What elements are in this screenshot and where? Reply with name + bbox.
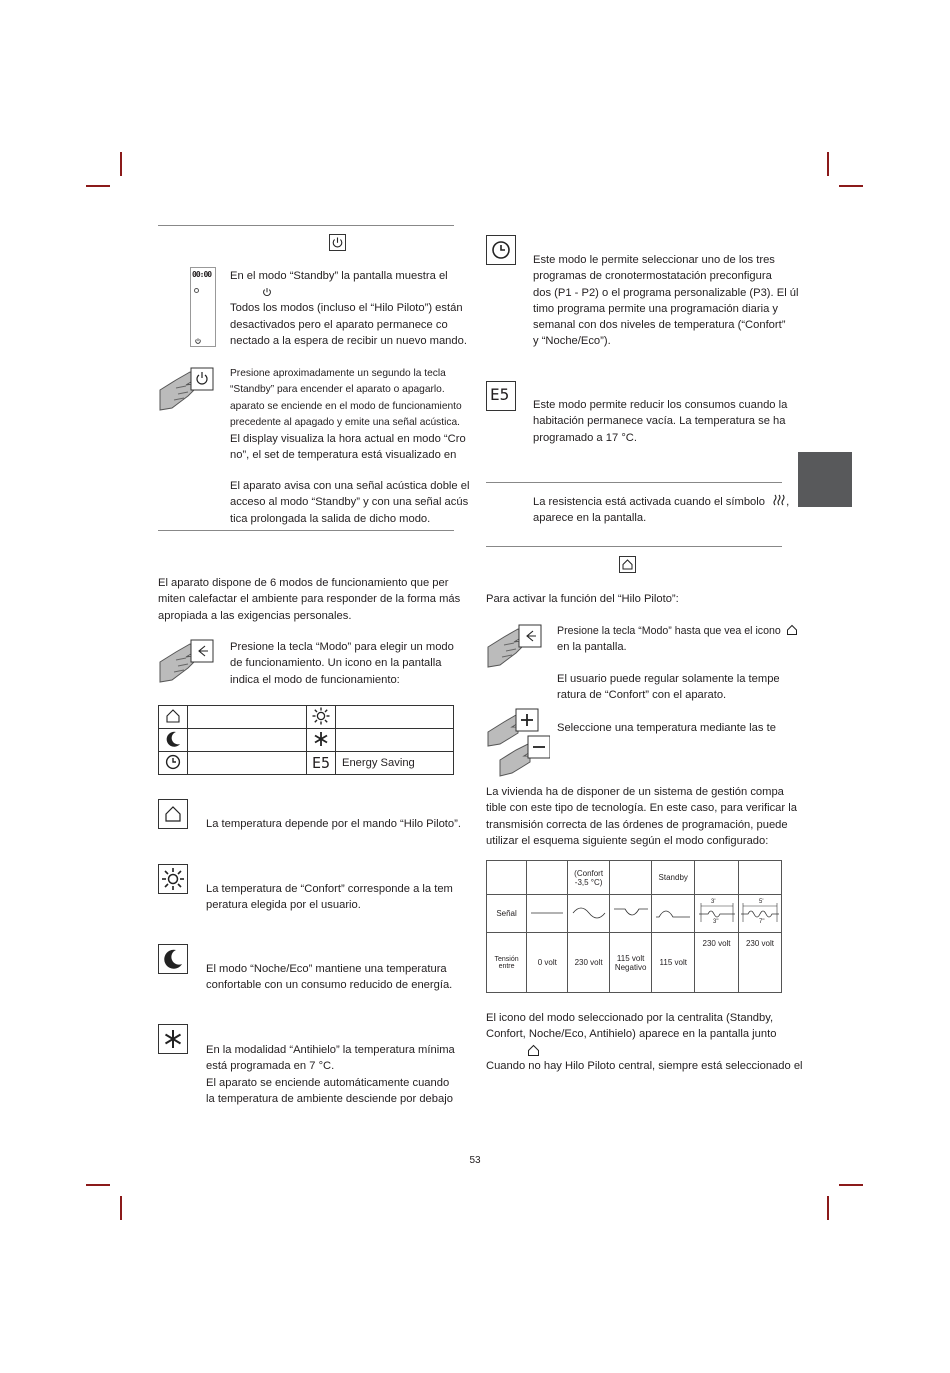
crop-mark (120, 152, 122, 176)
table-row: Tensión entre 0 volt 230 volt 115 volt Negativo 115 volt 230 volt 230 volt (487, 933, 782, 993)
signal-row-label: Señal (487, 895, 527, 933)
hilo-press-description: Presione la tecla “Modo” hasta que vea el icono en la pantalla. (557, 623, 785, 656)
house-icon-box (158, 799, 188, 829)
house-icon (786, 624, 798, 636)
negative-half-wave-icon (613, 905, 649, 921)
clock-icon (487, 236, 515, 264)
hilo-description: La temperatura depende por el mando “Hilo Piloto”. (206, 818, 461, 830)
moon-icon (164, 730, 182, 748)
crop-mark (827, 1196, 829, 1220)
standby-header: Standby (652, 861, 695, 895)
select-temperature-text: Seleccione una temperatura mediante las te (557, 722, 776, 734)
noche-description: El modo “Noche/Eco” mantiene una temperatura confortable con un consumo reducido de energía. (206, 963, 453, 992)
energy-saving-description: Este modo permite reducir los consumos cuando la habitación permanece vacía. La temperatura se ha programado a 17 °C. (533, 399, 788, 444)
rule (158, 225, 454, 226)
table-row (159, 729, 454, 752)
hand-press-plus-minus-icon (486, 708, 550, 778)
crop-mark (86, 1184, 110, 1186)
user-regulate-description: El usuario puede regular solamente la tempe ratura de “Confort” con el aparato. (557, 673, 780, 702)
mode-press-description: Presione la tecla “Modo” para elegir un modo de funcionamiento. Un icono en la pantalla indica el modo de funcionamiento: (230, 641, 454, 686)
flat-signal-icon (530, 906, 564, 920)
clock-icon (165, 754, 181, 770)
snowflake-icon (313, 731, 329, 747)
sun-icon-box (158, 864, 188, 894)
display-readout: 00:00 (192, 270, 212, 279)
display-dot (194, 288, 199, 293)
power-icon (330, 235, 345, 250)
crop-mark (86, 185, 110, 187)
antihielo-description: En la modalidad “Antihielo” la temperatura mínima está programada en 7 °C. El aparato se enciende automáticamente cuando la temperatura de ambiente desciende por debajo (206, 1044, 455, 1105)
energy-saving-icon: E5 (490, 385, 510, 404)
press-standby-description: Presione aproximadamente un segundo la tecla “Standby” para encender el aparato o apagarlo. aparato se enciende en el modo de funcionamiento precedente al apagado y emite una señal acústica. El display visualiza la hora actual en modo “Cro no”, el set de temperatura está visualizado en (230, 368, 466, 462)
heat-waves-icon (772, 494, 786, 506)
standby-description: En el modo “Standby” la pantalla muestra el Todos los modos (incluso el “Hilo Piloto”) están desactivados pero el aparato permanece co nectado a la espera de recibir un nuevo mando. (230, 270, 467, 347)
power-icon (261, 286, 273, 298)
moon-icon-box (158, 944, 188, 974)
table-row (159, 706, 454, 729)
energy-saving-label: Energy Saving (336, 752, 454, 775)
hilo-activate-text: Para activar la función del “Hilo Piloto”: (486, 593, 679, 605)
modes-table (158, 705, 454, 775)
hand-press-mode-icon (486, 623, 544, 669)
power-icon (194, 337, 202, 345)
moon-icon (159, 945, 187, 973)
table-row: (Confort -3,5 °C) Standby (487, 861, 782, 895)
confort-description: La temperatura de “Confort” corresponde a la tem peratura elegida por el usuario. (206, 883, 453, 912)
rule (486, 546, 782, 547)
standby-icon-line (230, 284, 453, 300)
sine-signal-icon (572, 905, 606, 921)
house-icon (165, 708, 181, 724)
power-icon-box (329, 234, 346, 251)
page-number: 53 (469, 1155, 481, 1166)
crono-description: Este modo le permite seleccionar uno de los tres programas de cronotermostatación preconfigura dos (P1 - P2) o el programa personalizable (P3). El úl timo programa permite una programación diaria y semanal con dos niveles de temperatura (“Confort” y “Noche/Eco”). (533, 254, 799, 348)
hand-press-power-icon (158, 366, 216, 412)
snowflake-icon (159, 1025, 187, 1053)
rule (158, 530, 454, 531)
sun-icon (312, 707, 330, 725)
resistance-description: La resistencia está activada cuando el símbolo , aparece en la pantalla. (533, 496, 790, 525)
positive-half-wave-icon (655, 905, 691, 921)
energy-saving-icon: E5 (307, 752, 336, 775)
snowflake-icon-box (158, 1024, 188, 1054)
chapter-tab (798, 452, 852, 507)
house-icon (620, 557, 635, 572)
hand-press-mode-icon (158, 638, 216, 684)
vivienda-description: La vivienda ha de disponer de un sistema de gestión compa tible con este tipo de tecnología. En este caso, para verificar la transmisión correcta de las órdenes de programación, puede utilizar el esquema siguiente según el modo configurado: (486, 786, 797, 847)
crop-mark (827, 152, 829, 176)
table-row: Señal 3' 3" 5' 7" (487, 895, 782, 933)
crop-mark (120, 1196, 122, 1220)
crop-mark (839, 1184, 863, 1186)
icono-description: El icono del modo seleccionado por la centralita (Standby, Confort, Noche/Eco, Antihielo) aparece en la pantalla junto (486, 1010, 782, 1059)
rule (486, 482, 782, 483)
clock-icon-box (486, 235, 516, 265)
display-panel (190, 267, 216, 347)
house-icon-box (619, 556, 636, 573)
crop-mark (839, 185, 863, 187)
table-row (159, 752, 454, 775)
cuando-description: Cuando no hay Hilo Piloto central, siempre está seleccionado el (486, 1060, 803, 1072)
energy-saving-icon-box (486, 381, 516, 411)
modes-intro: El aparato dispone de 6 modos de funcionamiento que per miten calefactar el ambiente para responder de la forma más apropiada a las exigencias personales. (158, 577, 461, 622)
tension-row-label: Tensión entre (487, 933, 527, 993)
beep-description: El aparato avisa con una señal acústica doble el acceso al modo “Standby” y con una señal acús tica prolongada la salida de dicho modo. (230, 480, 470, 525)
signal-table (486, 860, 782, 993)
sun-icon (159, 865, 187, 893)
house-icon (159, 800, 187, 828)
house-icon (527, 1044, 540, 1057)
